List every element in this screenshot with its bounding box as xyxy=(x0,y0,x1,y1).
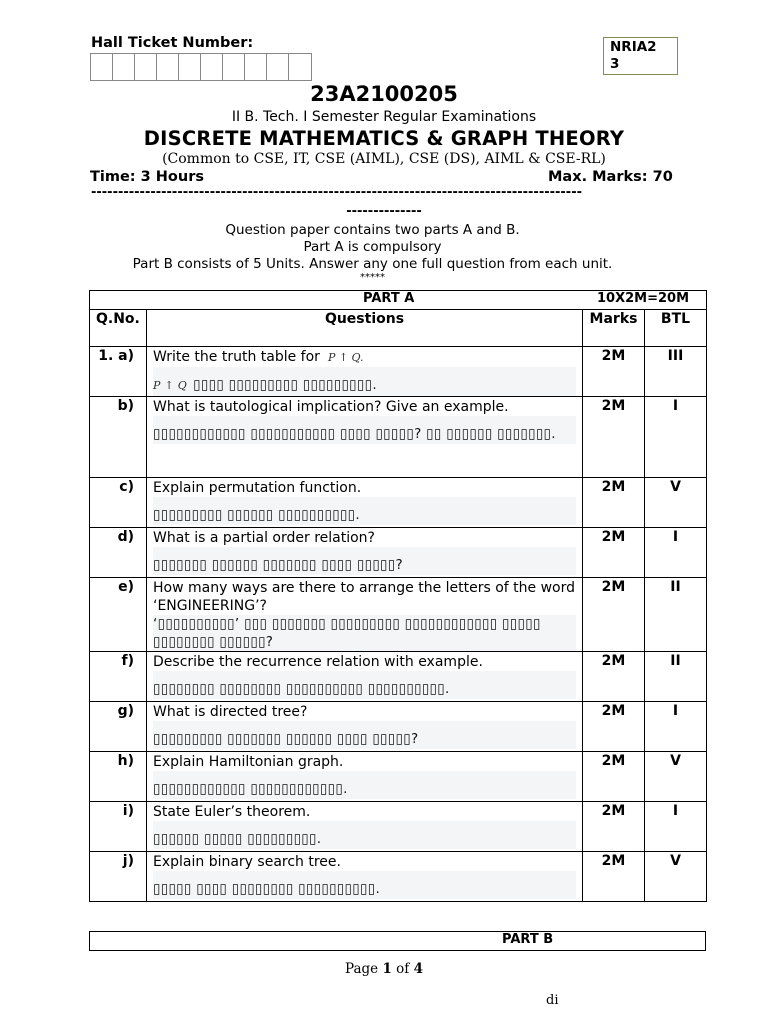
question-marks: 2M xyxy=(583,652,645,702)
question-english-text: State Euler’s theorem. xyxy=(153,804,311,820)
question-row xyxy=(90,347,707,397)
page-of: of xyxy=(396,961,410,977)
question-btl: V xyxy=(645,752,707,802)
paper-code-line2: 3 xyxy=(610,56,620,72)
col-header-questions: Questions xyxy=(147,310,583,347)
paper-code-line1: NRIA2 xyxy=(610,39,657,55)
footer-note: di xyxy=(546,993,559,1008)
divider-dashes-continued: -------------- xyxy=(346,204,422,219)
question-english xyxy=(153,579,582,615)
question-english-text: Explain binary search tree. xyxy=(153,854,341,870)
question-translation-text: ▯▯▯▯▯▯▯▯▯ ▯▯▯▯▯▯▯ ▯▯▯▯▯▯ ▯▯▯▯ ▯▯▯▯▯? xyxy=(153,731,419,747)
question-translation-text: ▯▯▯▯▯▯▯▯▯▯▯▯ ▯▯▯▯▯▯▯▯▯▯▯ ▯▯▯▯ ▯▯▯▯▯? ▯▯ ▯▯▯▯▯▯ ▯▯▯▯▯▯▯. xyxy=(153,426,556,442)
question-english-text: What is directed tree? xyxy=(153,704,308,720)
question-row xyxy=(90,752,707,802)
question-english-text: What is a partial order relation? xyxy=(153,530,375,546)
question-english xyxy=(153,753,582,771)
question-translation-text: ▯▯▯▯ ▯▯▯▯▯▯▯▯▯ ▯▯▯▯▯▯▯▯▯. xyxy=(193,377,377,393)
question-number: g) xyxy=(90,702,147,752)
question-translation-text: ▯▯▯▯▯▯▯ ▯▯▯▯▯▯ ▯▯▯▯▯▯▯ ▯▯▯▯ ▯▯▯▯▯? xyxy=(153,557,403,573)
question-marks: 2M xyxy=(583,478,645,528)
subject-title: DISCRETE MATHEMATICS & GRAPH THEORY xyxy=(143,127,625,150)
question-translation xyxy=(153,416,576,444)
question-translation xyxy=(153,721,576,749)
question-number: h) xyxy=(90,752,147,802)
instruction-line-1: Question paper contains two parts A and B. xyxy=(225,222,520,238)
hall-ticket-digit-box[interactable] xyxy=(135,54,157,80)
page-total: 4 xyxy=(413,961,423,977)
hall-ticket-digit-box[interactable] xyxy=(245,54,267,80)
question-english-text: Describe the recurrence relation with example. xyxy=(153,654,483,670)
col-header-btl: BTL xyxy=(645,310,707,347)
question-cell xyxy=(147,752,583,802)
part-a-table xyxy=(89,290,707,902)
question-number: f) xyxy=(90,652,147,702)
question-translation-text: ▯▯▯▯▯▯▯▯ ▯▯▯▯▯▯▯▯ ▯▯▯▯▯▯▯▯▯▯ ▯▯▯▯▯▯▯▯▯▯. xyxy=(153,681,450,697)
math-expression: P ↑ Q. xyxy=(327,351,364,364)
question-marks: 2M xyxy=(583,347,645,397)
question-number: c) xyxy=(90,478,147,528)
part-b-title: PART B xyxy=(502,932,554,947)
hall-ticket-boxes xyxy=(90,53,312,81)
question-cell xyxy=(147,852,583,902)
max-marks: Max. Marks: 70 xyxy=(548,169,673,185)
question-marks: 2M xyxy=(583,578,645,652)
question-marks: 2M xyxy=(583,752,645,802)
question-translation xyxy=(153,821,576,849)
question-btl: I xyxy=(645,702,707,752)
question-number: j) xyxy=(90,852,147,902)
instruction-line-2: Part A is compulsory xyxy=(303,239,442,255)
question-translation xyxy=(153,497,576,525)
question-english xyxy=(153,653,582,671)
question-translation-text: ▯▯▯▯▯▯▯▯▯▯▯▯ ▯▯▯▯▯▯▯▯▯▯▯▯. xyxy=(153,781,348,797)
question-number: d) xyxy=(90,528,147,578)
hall-ticket-digit-box[interactable] xyxy=(267,54,289,80)
question-translation xyxy=(153,671,576,699)
question-english xyxy=(153,853,582,871)
question-row xyxy=(90,702,707,752)
question-cell xyxy=(147,652,583,702)
question-number: e) xyxy=(90,578,147,652)
page-number xyxy=(0,961,768,977)
question-number: b) xyxy=(90,397,147,478)
part-a-marks-total: 10X2M=20M xyxy=(597,291,690,306)
hall-ticket-digit-box[interactable] xyxy=(91,54,113,80)
col-header-marks: Marks xyxy=(583,310,645,347)
question-english xyxy=(153,348,582,367)
question-cell xyxy=(147,478,583,528)
question-english-text: Explain permutation function. xyxy=(153,480,362,496)
question-translation xyxy=(153,615,576,651)
page-prefix: Page xyxy=(345,961,379,977)
question-cell xyxy=(147,347,583,397)
question-english xyxy=(153,803,582,821)
question-english xyxy=(153,703,582,721)
hall-ticket-digit-box[interactable] xyxy=(113,54,135,80)
question-btl: II xyxy=(645,578,707,652)
hall-ticket-digit-box[interactable] xyxy=(157,54,179,80)
hall-ticket-label: Hall Ticket Number: xyxy=(91,35,254,51)
hall-ticket-digit-box[interactable] xyxy=(179,54,201,80)
question-row xyxy=(90,802,707,852)
question-english xyxy=(153,398,582,416)
question-cell xyxy=(147,702,583,752)
question-english-text: Write the truth table for xyxy=(153,349,320,365)
registration-number: 23A2100205 xyxy=(310,82,458,106)
hall-ticket-digit-box[interactable] xyxy=(223,54,245,80)
part-a-title: PART A xyxy=(363,291,415,306)
question-english-text: How many ways are there to arrange the letters of the word ‘ENGINEERING’? xyxy=(153,580,576,614)
question-cell xyxy=(147,397,583,478)
question-btl: V xyxy=(645,852,707,902)
question-row xyxy=(90,578,707,652)
question-translation-text: ▯▯▯▯▯▯▯▯▯ ▯▯▯▯▯▯ ▯▯▯▯▯▯▯▯▯▯. xyxy=(153,507,360,523)
question-marks: 2M xyxy=(583,528,645,578)
part-b-header-box xyxy=(89,931,706,951)
question-number: i) xyxy=(90,802,147,852)
question-row xyxy=(90,652,707,702)
question-number: 1. a) xyxy=(90,347,147,397)
table-column-headers xyxy=(90,310,707,347)
question-marks: 2M xyxy=(583,397,645,478)
part-a-header-row xyxy=(90,291,707,310)
question-row xyxy=(90,478,707,528)
question-btl: I xyxy=(645,802,707,852)
question-cell xyxy=(147,802,583,852)
math-expression: P ↑ Q xyxy=(153,379,188,392)
question-translation xyxy=(153,771,576,799)
question-marks: 2M xyxy=(583,702,645,752)
question-translation xyxy=(153,871,576,899)
hall-ticket-digit-box[interactable] xyxy=(289,54,311,80)
question-row xyxy=(90,397,707,478)
question-marks: 2M xyxy=(583,802,645,852)
exam-time: Time: 3 Hours xyxy=(90,169,204,185)
question-english xyxy=(153,529,582,547)
question-translation-text: ▯▯▯▯▯ ▯▯▯▯ ▯▯▯▯▯▯▯▯ ▯▯▯▯▯▯▯▯▯▯. xyxy=(153,881,381,897)
instruction-line-3: Part B consists of 5 Units. Answer any one full question from each unit. xyxy=(132,256,613,272)
question-btl: III xyxy=(645,347,707,397)
question-cell xyxy=(147,578,583,652)
question-translation-text: ▯▯▯▯▯▯ ▯▯▯▯▯ ▯▯▯▯▯▯▯▯▯. xyxy=(153,831,322,847)
question-translation xyxy=(153,367,576,396)
question-translation xyxy=(153,547,576,575)
question-marks: 2M xyxy=(583,852,645,902)
question-cell xyxy=(147,528,583,578)
exam-title: II B. Tech. I Semester Regular Examinations xyxy=(231,109,537,125)
question-btl: V xyxy=(645,478,707,528)
page-current: 1 xyxy=(382,961,392,977)
question-btl: I xyxy=(645,528,707,578)
instruction-stars: ***** xyxy=(360,272,385,283)
paper-code-box xyxy=(603,37,678,75)
question-english xyxy=(153,479,582,497)
hall-ticket-digit-box[interactable] xyxy=(201,54,223,80)
question-translation-text: ‘▯▯▯▯▯▯▯▯▯▯’ ▯▯▯ ▯▯▯▯▯▯▯ ▯▯▯▯▯▯▯▯▯ ▯▯▯▯▯▯▯▯▯▯▯▯ ▯▯▯▯▯ ▯▯▯▯▯▯▯▯ ▯▯▯▯▯▯? xyxy=(153,616,541,650)
divider-dashes: ------------------------------------------------------------------------------------------- xyxy=(91,185,582,200)
common-to: (Common to CSE, IT, CSE (AIML), CSE (DS), AIML & CSE-RL) xyxy=(162,151,606,167)
question-row xyxy=(90,852,707,902)
question-english-text: Explain Hamiltonian graph. xyxy=(153,754,344,770)
question-row xyxy=(90,528,707,578)
question-english-text: What is tautological implication? Give an example. xyxy=(153,399,509,415)
question-btl: II xyxy=(645,652,707,702)
question-btl: I xyxy=(645,397,707,478)
col-header-qno: Q.No. xyxy=(90,310,147,347)
